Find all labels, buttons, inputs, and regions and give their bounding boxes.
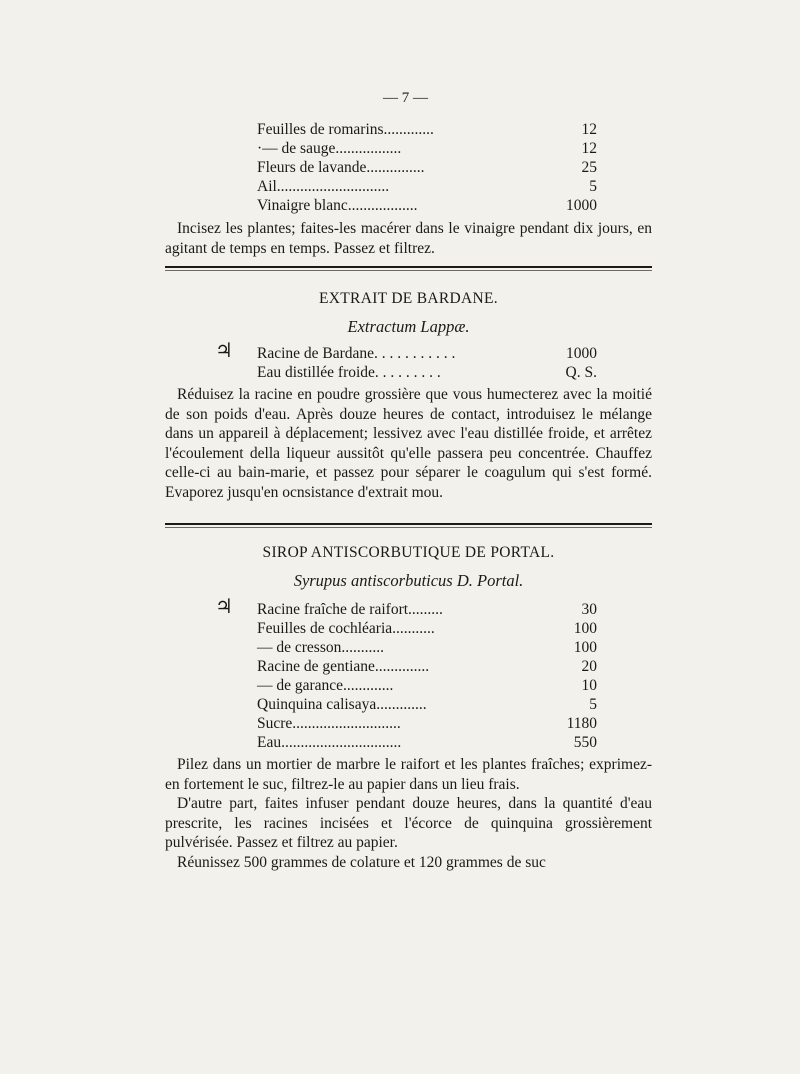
section-vinegar-recipe bbox=[165, 120, 652, 258]
ingredient-name: Eau distillée froide. . . . . . . . . bbox=[257, 364, 441, 381]
ingredient-name: — de garance............. bbox=[257, 677, 394, 694]
ingredient-row bbox=[165, 120, 652, 139]
section-title: SIROP ANTISCORBUTIQUE DE PORTAL. bbox=[262, 544, 555, 561]
ingredient-quantity: Q. S. bbox=[565, 364, 597, 381]
ingredient-quantity: 20 bbox=[581, 658, 597, 675]
ingredient-name: ·— de sauge................. bbox=[257, 140, 402, 157]
paragraph: Réduisez la racine en poudre grossière que vous humecterez avec la moitié de son poids d'eau. Après douze heures de contact, introduisez le mélange dans un appareil à déplacement; lessivez avec l'eau distillée froide, et arrêtez l'écoulement della liqueur aussitôt qu'elle passera peu concentrée. Chauffez celle-ci au bain-marie, et passez pour séparer le coagulum qui s'est formé. Evaporez jusqu'en ocnsistance d'extrait mou. bbox=[165, 386, 652, 501]
ingredient-list bbox=[165, 120, 652, 215]
ingredient-name: — de cresson........... bbox=[257, 639, 384, 656]
ingredient-quantity: 100 bbox=[573, 620, 597, 637]
page-number: — 7 — bbox=[383, 90, 428, 106]
section-divider bbox=[165, 523, 652, 525]
recipe-symbol: ♃ bbox=[215, 340, 233, 362]
ingredient-row bbox=[165, 158, 652, 177]
paragraph: Incisez les plantes; faites-les macérer dans le vinaigre pendant dix jours, en agitant de temps en temps. Passez et filtrez. bbox=[165, 220, 652, 257]
ingredient-row bbox=[165, 695, 652, 714]
ingredient-name: Sucre............................ bbox=[257, 715, 401, 732]
ingredient-quantity: 12 bbox=[581, 121, 597, 138]
ingredient-name: Ail............................. bbox=[257, 178, 390, 195]
ingredient-row bbox=[165, 714, 652, 733]
paragraph: Réunissez 500 grammes de colature et 120 grammes de suc bbox=[177, 853, 546, 871]
section-extrait-bardane bbox=[165, 288, 652, 503]
ingredient-row bbox=[165, 657, 652, 676]
paragraph: Pilez dans un mortier de marbre le raifort et les plantes fraîches; exprimez-en fortement le suc, filtrez-le au papier dans un lieu frais. bbox=[165, 756, 652, 793]
ingredient-quantity: 10 bbox=[581, 677, 597, 694]
ingredient-row bbox=[165, 733, 652, 752]
ingredient-quantity: 550 bbox=[573, 734, 597, 751]
recipe-symbol: ♃ bbox=[215, 596, 233, 618]
ingredient-name: Racine fraîche de raifort......... bbox=[257, 601, 443, 618]
section-title: EXTRAIT DE BARDANE. bbox=[319, 290, 498, 307]
ingredient-row bbox=[165, 196, 652, 215]
paragraph: D'autre part, faites infuser pendant douze heures, dans la quantité d'eau prescrite, les racines incisées et l'écorce de quinquina grossièrement pulvérisée. Passez et filtrez au papier. bbox=[165, 795, 652, 852]
ingredient-row bbox=[165, 139, 652, 158]
ingredient-quantity: 1000 bbox=[566, 197, 597, 214]
ingredient-row bbox=[165, 340, 652, 363]
ingredient-name: Fleurs de lavande............... bbox=[257, 159, 425, 176]
section-divider bbox=[165, 266, 652, 268]
ingredient-name: Feuilles de romarins............. bbox=[257, 121, 434, 138]
ingredient-name: Feuilles de cochléaria........... bbox=[257, 620, 435, 637]
section-subtitle: Extractum Lappæ. bbox=[347, 317, 470, 336]
ingredient-quantity: 5 bbox=[589, 696, 597, 713]
ingredient-quantity: 12 bbox=[581, 140, 597, 157]
ingredient-quantity: 1000 bbox=[566, 345, 597, 362]
ingredient-row bbox=[165, 363, 652, 382]
ingredient-row bbox=[165, 596, 652, 619]
ingredient-quantity: 25 bbox=[581, 159, 597, 176]
ingredient-row bbox=[165, 638, 652, 657]
ingredient-row bbox=[165, 619, 652, 638]
section-sirop-antiscorbutique bbox=[165, 542, 652, 873]
ingredient-name: Racine de gentiane.............. bbox=[257, 658, 430, 675]
ingredient-row bbox=[165, 676, 652, 695]
ingredient-quantity: 100 bbox=[573, 639, 597, 656]
ingredient-name: Vinaigre blanc.................. bbox=[257, 197, 418, 214]
ingredient-list bbox=[165, 596, 652, 752]
ingredient-row bbox=[165, 177, 652, 196]
ingredient-list bbox=[165, 340, 652, 382]
ingredient-quantity: 5 bbox=[589, 178, 597, 195]
section-subtitle: Syrupus antiscorbuticus D. Portal. bbox=[293, 571, 524, 590]
ingredient-name: Racine de Bardane. . . . . . . . . . . bbox=[257, 345, 456, 362]
ingredient-quantity: 1180 bbox=[566, 715, 597, 732]
ingredient-name: Eau............................... bbox=[257, 734, 402, 751]
ingredient-name: Quinquina calisaya............. bbox=[257, 696, 427, 713]
ingredient-quantity: 30 bbox=[581, 601, 597, 618]
